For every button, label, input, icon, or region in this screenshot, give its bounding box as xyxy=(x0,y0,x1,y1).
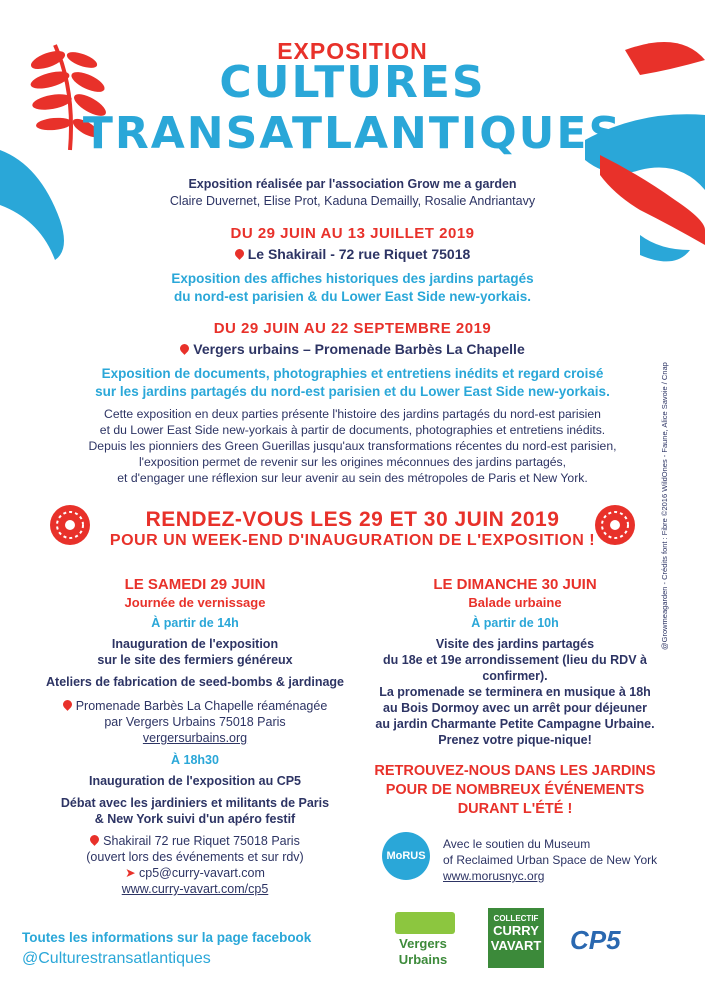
curry-vavart-logo: COLLECTIF CURRY VAVART xyxy=(488,908,544,968)
vergers-buildings-icon xyxy=(395,912,455,934)
saturday-event-2: Débat avec les jardiniers et militants de Paris xyxy=(60,796,330,810)
saturday-activity-3: Ateliers de fabrication de seed-bombs & jardinage xyxy=(46,675,344,689)
title-line-2: TRANSATLANTIQUES xyxy=(82,108,623,159)
museum-line-1: Avec le soutien du Museum xyxy=(443,837,591,851)
facebook-info: Toutes les informations sur la page facebook xyxy=(22,930,312,945)
exposition-label: EXPOSITION xyxy=(277,38,428,64)
sunday-line-6: Prenez votre pique-nique! xyxy=(438,733,592,747)
sunday-line-5: au jardin Charmante Petite Campagne Urbaine. xyxy=(375,717,655,731)
rdv-subheading: POUR UN WEEK-END D'INAUGURATION DE L'EXPOSITION ! xyxy=(109,532,596,549)
cp5-logo: CP5 xyxy=(570,925,621,955)
saturday-event-1: Inauguration de l'exposition au CP5 xyxy=(88,774,302,788)
part2-desc-1: Exposition de documents, photographies et entretiens inédits et regard croisé xyxy=(101,366,604,381)
part1-desc-2: du nord-est parisien & du Lower East Side new-yorkais. xyxy=(173,289,532,304)
curry-vavart-link[interactable]: www.curry-vavart.com/cp5 xyxy=(121,882,269,896)
saturday-place-3: Shakirail 72 rue Riquet 75018 Paris xyxy=(45,833,345,849)
people-credit: Claire Duvernet, Elise Prot, Kaduna Demailly, Rosalie Andriantavy xyxy=(169,194,536,208)
saturday-place-1: Promenade Barbès La Chapelle réaménagée xyxy=(45,698,345,714)
email-contact[interactable]: ➤ cp5@curry-vavart.com xyxy=(125,866,265,880)
morus-logo: MoRUS xyxy=(382,832,430,880)
saturday-event-3: & New York suivi d'un apéro festif xyxy=(94,812,296,826)
part2-location: Vergers urbains – Promenade Barbès La Chapelle xyxy=(0,341,705,357)
saturday-activity-1: Inauguration de l'exposition xyxy=(111,637,279,651)
body-line-4: l'exposition permet de revenir sur les origines méconnues des jardins partagés, xyxy=(138,455,567,469)
saturday-place-4: (ouvert lors des événements et sur rdv) xyxy=(86,850,304,864)
body-line-5: et d'engager une réflexion sur leur avenir au sein des métropoles de Paris et New York. xyxy=(117,471,588,485)
rdv-heading: RENDEZ-VOUS LES 29 ET 30 JUIN 2019 xyxy=(145,508,560,531)
saturday-subtitle: Journée de vernissage xyxy=(124,595,266,610)
sunday-line-4: au Bois Dormoy avec un arrêt pour déjeuner xyxy=(383,701,647,715)
body-line-1: Cette exposition en deux parties présente l'histoire des jardins partagés du nord-est parisien xyxy=(104,407,601,421)
sunday-subtitle: Balade urbaine xyxy=(468,595,562,610)
morus-link[interactable]: www.morusnyc.org xyxy=(443,869,545,883)
part1-dates: DU 29 JUIN AU 13 JUILLET 2019 xyxy=(230,225,475,242)
part2-dates: DU 29 JUIN AU 22 SEPTEMBRE 2019 xyxy=(213,320,492,337)
saturday-time-1: À partir de 14h xyxy=(151,616,239,630)
sunday-line-1: Visite des jardins partagés xyxy=(435,637,595,651)
location-pin-icon xyxy=(61,698,74,711)
sunday-time: À partir de 10h xyxy=(471,616,559,630)
part2-desc-2: sur les jardins partagés du nord-est parisien et du Lower East Side new-yorkais. xyxy=(95,384,610,399)
part1-location: Le Shakirail - 72 rue Riquet 75018 xyxy=(0,246,705,262)
paper-plane-icon: ➤ xyxy=(125,866,140,880)
museum-line-2: of Reclaimed Urban Space de New York xyxy=(443,853,658,867)
vergersurbains-link[interactable]: vergersurbains.org xyxy=(142,731,248,745)
location-pin-icon xyxy=(178,342,191,355)
retrouvez-line-1: RETROUVEZ-NOUS DANS LES JARDINS xyxy=(374,763,656,779)
body-line-2: et du Lower East Side new-yorkais à partir de documents, photographies et entretiens inédits. xyxy=(99,423,606,437)
title-line-1: CULTURES xyxy=(219,57,486,108)
side-credit: @Growmeagarden - Crédits font : Fibre ©2016 WildOnes - Faune, Alice Savoie / Cnap xyxy=(660,362,669,650)
vergers-urbains-logo: Vergers Urbains xyxy=(383,912,463,972)
retrouvez-line-3: DURANT L'ÉTÉ ! xyxy=(457,801,573,817)
museum-support xyxy=(443,836,657,884)
saturday-activity-2: sur le site des fermiers généreux xyxy=(97,653,293,667)
sunday-line-3: La promenade se terminera en musique à 18h xyxy=(379,685,651,699)
location-pin-icon xyxy=(88,833,101,846)
saturday-heading: LE SAMEDI 29 JUIN xyxy=(124,576,266,593)
retrouvez-line-2: POUR DE NOMBREUX ÉVÉNEMENTS xyxy=(385,782,645,798)
body-line-3: Depuis les pionniers des Green Guerillas jusqu'aux transformations récentes du nord-est parisien, xyxy=(88,439,617,453)
saturday-time-2: À 18h30 xyxy=(171,753,219,767)
part1-desc-1: Exposition des affiches historiques des jardins partagés xyxy=(171,271,534,286)
saturday-place-2: par Vergers Urbains 75018 Paris xyxy=(104,715,286,729)
sunday-heading: LE DIMANCHE 30 JUIN xyxy=(433,576,597,593)
sunday-column xyxy=(355,576,675,748)
org-credit: Exposition réalisée par l'association Grow me a garden xyxy=(188,177,517,191)
location-pin-icon xyxy=(233,247,246,260)
saturday-column xyxy=(45,576,345,897)
sunday-line-2: du 18e et 19e arrondissement (lieu du RDV à confirmer). xyxy=(383,653,647,683)
facebook-handle[interactable]: @Culturestransatlantiques xyxy=(22,950,211,967)
